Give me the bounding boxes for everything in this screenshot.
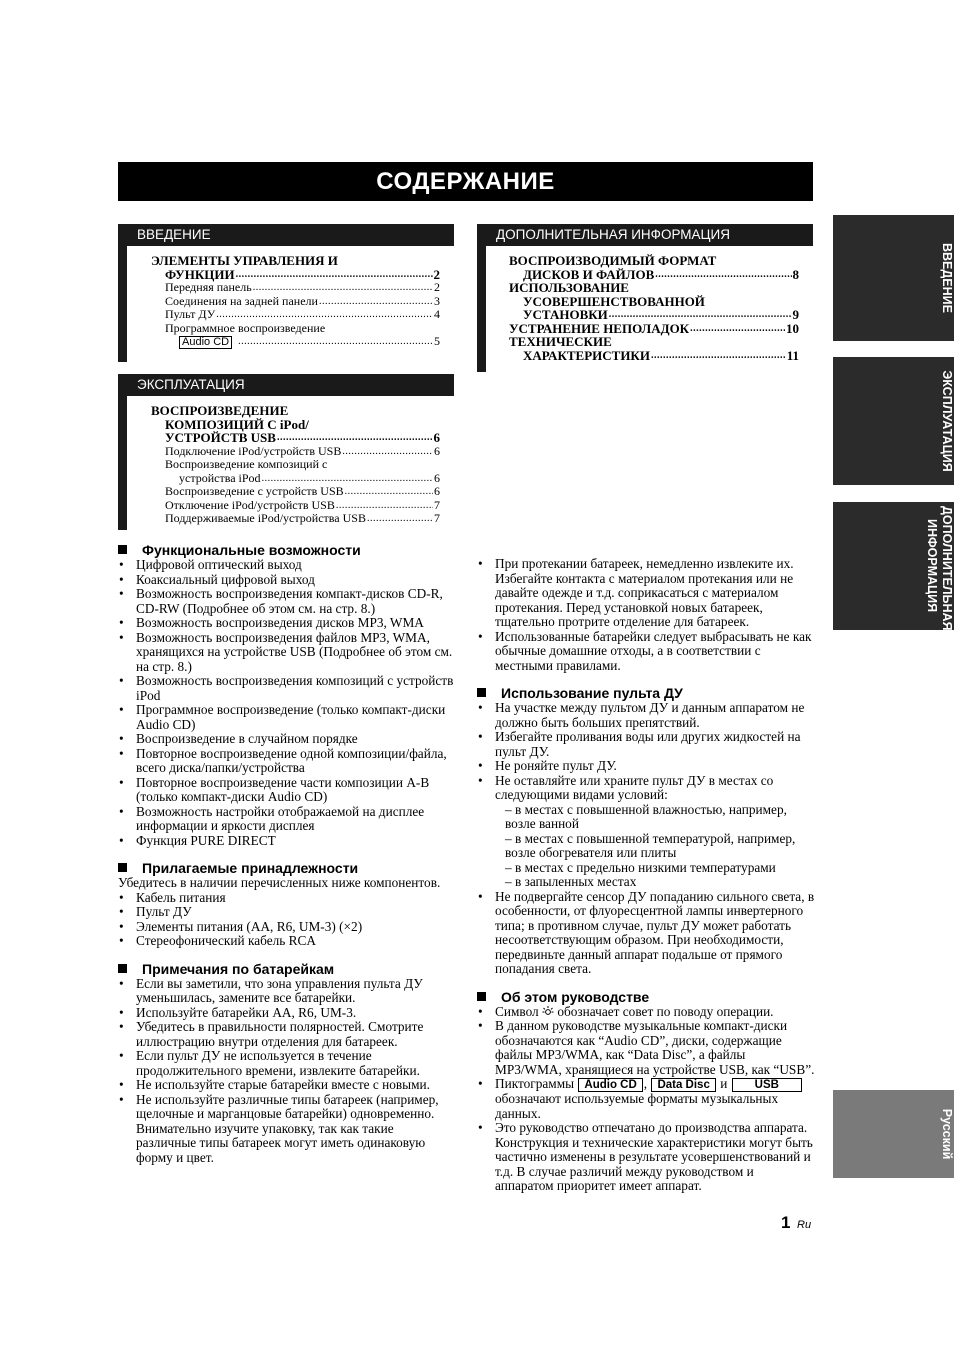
list-item: • Не используйте старые батарейки вместе с новыми. bbox=[118, 1078, 456, 1093]
toc-sub-entry[interactable]: Пульт ДУ ..... 4 bbox=[151, 308, 440, 322]
accessories-list bbox=[118, 891, 456, 949]
data-disc-pictogram: Data Disc bbox=[651, 1078, 715, 1092]
toc-main-entry[interactable]: ЭЛЕМЕНТЫ УПРАВЛЕНИЯ И bbox=[151, 253, 338, 268]
side-tab-operation[interactable]: ЭКСПЛУАТАЦИЯ bbox=[833, 357, 954, 485]
toc-sub-entry[interactable]: устройства iPod ..... 6 bbox=[151, 472, 440, 486]
section-heading-batteries: Примечания по батарейкам bbox=[118, 961, 456, 977]
list-item: • Возможность воспроизведения композиций с устройств iPod bbox=[118, 674, 456, 703]
list-item: • Не используйте различные типы батареек (например, щелочные и марганцовые батарейки) одновременно. Внимательно изучите упаковку, так как такие различные типы батареек могут иметь одинаковую форму и цвет. bbox=[118, 1093, 456, 1166]
square-bullet-icon bbox=[118, 863, 127, 872]
usb-pictogram: USB bbox=[732, 1078, 802, 1092]
list-item: • Убедитесь в правильности полярностей. Смотрите иллюстрацию внутри отделения для батареек. bbox=[118, 1020, 456, 1049]
remote-conditions-list bbox=[477, 803, 815, 890]
page-language: Ru bbox=[797, 1219, 812, 1231]
features-list bbox=[118, 558, 456, 848]
toc-main-entry[interactable]: ДИСКОВ И ФАЙЛОВ ..... 8 bbox=[509, 268, 799, 282]
square-bullet-icon bbox=[477, 688, 486, 697]
section-heading-manual: Об этом руководстве bbox=[477, 989, 815, 1005]
toc-sub-entry[interactable]: Воспроизведение композиций с bbox=[165, 457, 328, 471]
toc-additional-block bbox=[477, 246, 813, 372]
toc-main-entry[interactable]: ФУНКЦИИ ..... 2 bbox=[151, 268, 440, 282]
toc-heading-additional: ДОПОЛНИТЕЛЬНАЯ ИНФОРМАЦИЯ bbox=[477, 224, 813, 246]
toc-sub-entry[interactable]: Поддерживаемые iPod/устройства USB ..... 7 bbox=[151, 512, 440, 526]
square-bullet-icon bbox=[477, 992, 486, 1001]
list-item: • Возможность воспроизведения компакт-дисков CD-R, CD-RW (Подробнее об этом см. на стр. 8.) bbox=[118, 587, 456, 616]
tip-icon bbox=[542, 1005, 554, 1017]
list-item: – в запыленных местах bbox=[505, 874, 637, 889]
section-heading-features: Функциональные возможности bbox=[118, 542, 456, 558]
list-item: • Это руководство отпечатано до производства аппарата. Конструкция и технические характеристики могут быть частично изменены в результате усовершенствований и т.д. В случае различий между руководством и аппаратом приоритет имеет аппарат. bbox=[477, 1121, 815, 1194]
section-heading-remote: Использование пульта ДУ bbox=[477, 685, 815, 701]
toc-sub-entry[interactable]: Передняя панель ..... 2 bbox=[151, 281, 440, 295]
remote-list-last bbox=[477, 890, 815, 977]
remote-list bbox=[477, 701, 815, 803]
toc-main-entry[interactable]: УСОВЕРШЕНСТВОВАННОЙ bbox=[523, 293, 705, 309]
list-item: • Стереофонический кабель RCA bbox=[118, 934, 456, 949]
toc-main-entry[interactable]: УСТАНОВКИ ..... 9 bbox=[509, 308, 799, 322]
toc-main-entry[interactable]: ТЕХНИЧЕСКИЕ bbox=[509, 334, 612, 349]
list-item: • Воспроизведение в случайном порядке bbox=[118, 732, 456, 747]
list-item: • Пульт ДУ bbox=[118, 905, 456, 920]
list-item: • Возможность настройки отображаемой на дисплее информации и яркости дисплея bbox=[118, 805, 456, 834]
list-item: – в местах с повышенной температурой, например, возле обогревателя или плиты bbox=[505, 830, 796, 860]
section-heading-accessories: Прилагаемые принадлежности bbox=[118, 860, 456, 876]
toc-main-entry[interactable]: КОМПОЗИЦИЙ С iPod/ bbox=[165, 416, 309, 432]
list-item: • Не оставляйте или храните пульт ДУ в местах со следующими видами условий: bbox=[477, 774, 815, 803]
list-item: • Использованные батарейки следует выбрасывать не как обычные домашние отходы, а в соответствии с местными правилами. bbox=[477, 630, 815, 674]
list-item: • В данном руководстве музыкальные компакт-диски обозначаются как “Audio CD”, диски, содержащие файлы MP3/WMA, как “Data Disc”, а файлы MP3/WMA, хранящиеся на устройстве USB, как “USB”. bbox=[477, 1019, 815, 1077]
toc-main-entry[interactable]: УСТРАНЕНИЕ НЕПОЛАДОК ..... 10 bbox=[509, 322, 799, 336]
list-item: • Используйте батарейки AA, R6, UM-3. bbox=[118, 1006, 456, 1021]
batteries-list bbox=[118, 977, 456, 1166]
list-item: • Пиктограммы Audio CD , Data Disc и USB обозначают используемые форматы музыкальных данных. bbox=[477, 1077, 815, 1121]
toc-main-entry[interactable]: ИСПОЛЬЗОВАНИЕ bbox=[509, 280, 629, 295]
toc-operation-block bbox=[118, 396, 454, 530]
toc-sub-entry[interactable]: Отключение iPod/устройств USB ..... 7 bbox=[151, 499, 440, 513]
toc-sub-entry[interactable]: Подключение iPod/устройств USB ..... 6 bbox=[151, 445, 440, 459]
list-item: • Повторное воспроизведение одной композиции/файла, всего диска/папки/устройства bbox=[118, 747, 456, 776]
square-bullet-icon bbox=[118, 964, 127, 973]
audio-cd-pictogram: Audio CD bbox=[578, 1078, 642, 1092]
list-item: • Избегайте проливания воды или других жидкостей на пульт ДУ. bbox=[477, 730, 815, 759]
side-tab-additional[interactable]: ДОПОЛНИТЕЛЬНАЯ ИНФОРМАЦИЯ bbox=[833, 502, 954, 630]
toc-main-entry[interactable]: ХАРАКТЕРИСТИКИ ..... 11 bbox=[509, 349, 799, 363]
list-item: • Если пульт ДУ не используется в течение продолжительного времени, извлеките батарейки. bbox=[118, 1049, 456, 1078]
right-column bbox=[477, 557, 815, 1194]
list-item: • Не подвергайте сенсор ДУ попаданию сильного света, в особенности, от флуоресцентной лампы инвертерного типа; в противном случае, пульт ДУ может работать несоответствующим образом. При необходимости, передвиньте данный аппарат подальше от прямого попадания света. bbox=[477, 890, 815, 977]
toc-main-entry[interactable]: ВОСПРОИЗВЕДЕНИЕ bbox=[151, 403, 289, 418]
list-item: • Возможность воспроизведения файлов MP3, WMA, хранящихся на устройстве USB (Подробнее об этом см. на стр. 8.) bbox=[118, 631, 456, 675]
toc-main-entry[interactable]: УСТРОЙСТВ USB ..... 6 bbox=[151, 431, 440, 445]
page-number: 1 bbox=[781, 1213, 791, 1232]
list-item: – в местах с повышенной влажностью, например, возле ванной bbox=[505, 801, 787, 831]
list-item: • При протекании батареек, немедленно извлеките их. Избегайте контакта с материалом протекания или не давайте одежде и т.д. соприкасаться с материалом протекания. Перед установкой новых батареек, тщательно протрите отделение для батареек. bbox=[477, 557, 815, 630]
list-item: • На участке между пультом ДУ и данным аппаратом не должно быть больших препятствий. bbox=[477, 701, 815, 730]
toc-sub-entry[interactable]: Audio CD ..... 5 bbox=[151, 335, 440, 349]
toc-heading-intro: ВВЕДЕНИЕ bbox=[118, 224, 454, 246]
accessories-intro: Убедитесь в наличии перечисленных ниже компонентов. bbox=[118, 875, 441, 890]
toc-main-entry[interactable]: ВОСПРОИЗВОДИМЫЙ ФОРМАТ bbox=[509, 253, 717, 268]
list-item: • Кабель питания bbox=[118, 891, 456, 906]
side-tab-language[interactable]: Русский bbox=[833, 1090, 954, 1178]
list-item: • Программное воспроизведение (только компакт-диски Audio CD) bbox=[118, 703, 456, 732]
list-item: • Если вы заметили, что зона управления пульта ДУ уменьшилась, замените все батарейки. bbox=[118, 977, 456, 1006]
square-bullet-icon bbox=[118, 545, 127, 554]
list-item: • Цифровой оптический выход bbox=[118, 558, 456, 573]
list-item: • Символ обозначает совет по поводу операции. bbox=[477, 1005, 815, 1020]
list-item: – в местах с предельно низкими температурами bbox=[505, 859, 776, 875]
toc-sub-entry[interactable]: Соединения на задней панели ..... 3 bbox=[151, 295, 440, 309]
list-item: • Элементы питания (AA, R6, UM-3) (×2) bbox=[118, 920, 456, 935]
manual-list bbox=[477, 1005, 815, 1194]
list-item: • Функция PURE DIRECT bbox=[118, 834, 456, 849]
list-item: • Коаксиальный цифровой выход bbox=[118, 573, 456, 588]
page-title: СОДЕРЖАНИЕ bbox=[118, 162, 813, 201]
toc-intro-block bbox=[118, 246, 454, 362]
batteries-list-continued bbox=[477, 557, 815, 673]
list-item: • Возможность воспроизведения дисков MP3, WMA bbox=[118, 616, 456, 631]
left-column bbox=[118, 542, 456, 1165]
toc-sub-entry[interactable]: Воспроизведение с устройств USB ..... 6 bbox=[151, 485, 440, 499]
list-item: • Повторное воспроизведение части композиции A-B (только компакт-диски Audio CD) bbox=[118, 776, 456, 805]
toc-sub-entry[interactable]: Программное воспроизведение bbox=[165, 320, 326, 335]
toc-heading-operation: ЭКСПЛУАТАЦИЯ bbox=[118, 374, 454, 396]
side-tab-intro[interactable]: ВВЕДЕНИЕ bbox=[833, 215, 954, 341]
list-item: • Не роняйте пульт ДУ. bbox=[477, 759, 815, 774]
